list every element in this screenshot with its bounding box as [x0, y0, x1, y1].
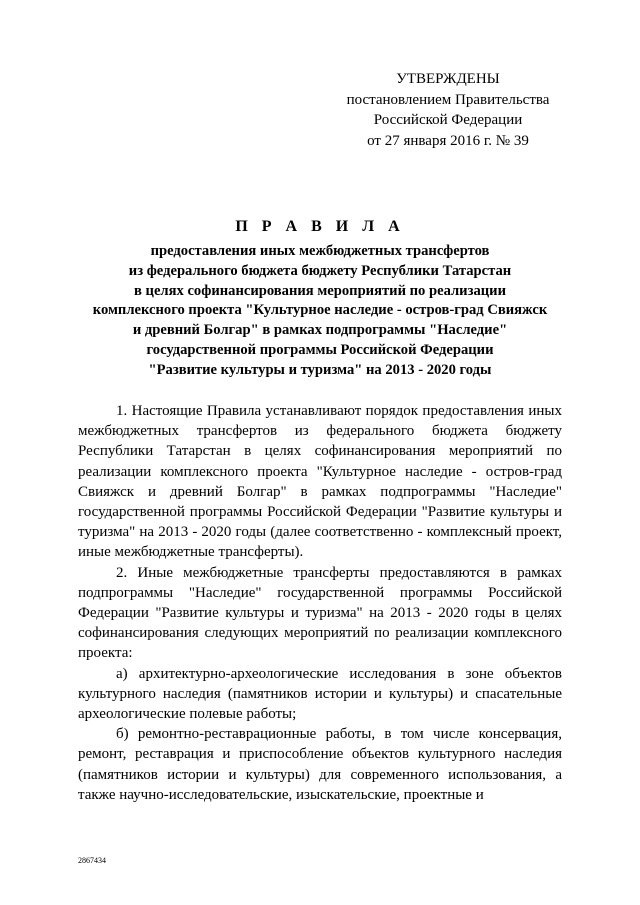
approval-block — [320, 69, 576, 151]
paragraph: а) архитектурно-археологические исследования в зоне объектов культурного наследия (памятников истории и культуры) и спасательные археологические полевые работы; — [78, 665, 562, 723]
subtitle-line: и древний Болгар" в рамках подпрограммы "Наследие" — [132, 322, 508, 339]
subtitle-line: "Развитие культуры и туризма" на 2013 - 2020 годы — [148, 361, 492, 378]
approval-line: постановлением Правительства — [346, 91, 550, 108]
subtitle-line: в целях софинансирования мероприятий по реализации — [134, 282, 506, 299]
subtitle-line: комплексного проекта "Культурное наследие - остров-град Свияжск — [92, 302, 548, 319]
subtitle-line: предоставления иных межбюджетных трансфертов — [150, 243, 490, 259]
paragraph: б) ремонтно-реставрационные работы, в том числе консервация, ремонт, реставрация и приспособление объектов культурного наследия (памятников истории и культуры) для современного использования, а также научно-исследовательские, изыскательские, проектные и — [78, 726, 562, 803]
document-title: П Р А В И Л А — [235, 218, 405, 235]
paragraph: 2. Иные межбюджетные трансферты предоставляются в рамках подпрограммы "Наследие" государственной программы Российской Федерации "Развитие культуры и туризма" на 2013 - 2020 годы в целях софинансирования следующих мероприятий по реализации комплексного проекта: — [78, 564, 562, 662]
document-number: 2867434 — [78, 856, 106, 865]
approval-line: Российской Федерации — [373, 112, 523, 128]
document-body — [78, 401, 562, 805]
paragraph: 1. Настоящие Правила устанавливают порядок предоставления иных межбюджетных трансфертов из федерального бюджета бюджету Республики Татарстан в целях софинансирования мероприятий по реализации комплексного проекта "Культурное наследие - остров-град Свияжск и древний Болгар" в рамках подпрограммы "Наследие" государственной программы Российской Федерации "Развитие культуры и туризма" на 2013 - 2020 годы (далее соответственно - комплексный проект, иные межбюджетные трансферты). — [78, 403, 562, 561]
approval-date-line: от 27 января 2016 г. № 39 — [367, 132, 529, 149]
subtitle-line: из федерального бюджета бюджету Республики Татарстан — [128, 262, 512, 279]
subtitle-line: государственной программы Российской Федерации — [146, 341, 494, 358]
approval-heading: УТВЕРЖДЕНЫ — [396, 71, 500, 87]
document-subtitle — [40, 242, 600, 381]
